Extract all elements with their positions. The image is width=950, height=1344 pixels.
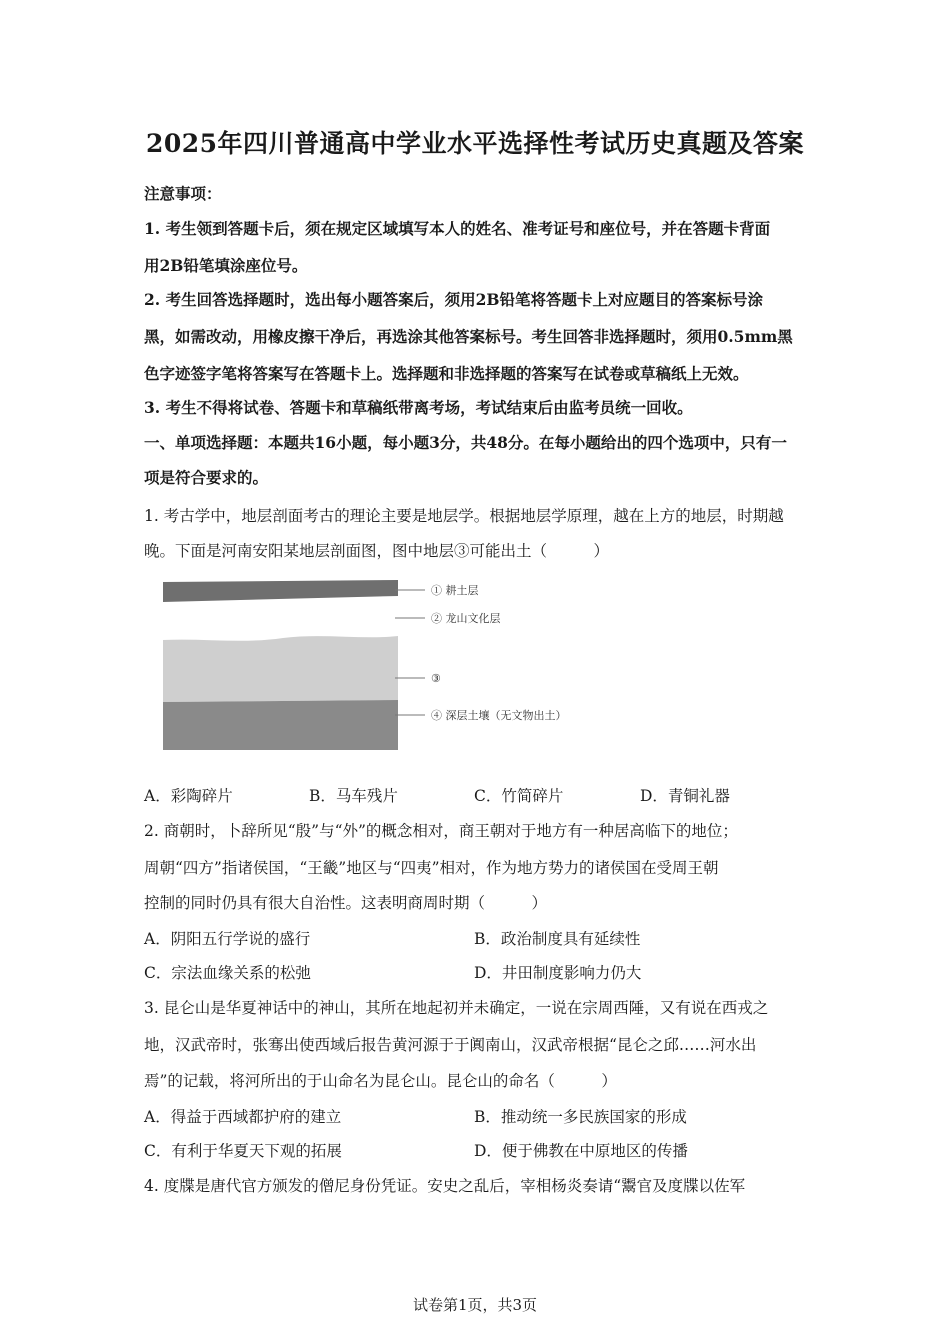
option-a: A．阴阳五行学说的盛行	[144, 930, 311, 948]
notice-line: 色字迹签字笔将答案写在答题卡上。选择题和非选择题的答案写在试卷或草稿纸上无效。	[144, 364, 749, 383]
option-b: B．政治制度具有延续性	[474, 930, 641, 948]
option-b: B．推动统一多民族国家的形成	[474, 1108, 687, 1126]
notice-heading: 注意事项：	[144, 184, 222, 203]
option-c: C．宗法血缘关系的松弛	[144, 964, 311, 982]
question-1-stem: 晚。下面是河南安阳某地层剖面图，图中地层③可能出土（ ）	[144, 542, 610, 560]
notice-line: 2. 考生回答选择题时，选出每小题答案后，须用2B铅笔将答题卡上对应题目的答案标号涂	[144, 290, 763, 309]
page-title: 2025年四川普通高中学业水平选择性考试历史真题及答案	[145, 129, 805, 158]
question-3-stem: 地，汉武帝时，张骞出使西域后报告黄河源于于阗南山，汉武帝根据“昆仑之邱……河水出	[144, 1036, 757, 1054]
notice-line: 用2B铅笔填涂座位号。	[144, 256, 308, 275]
option-c: C．竹简碎片	[474, 787, 564, 805]
layer-2-label: ② 龙山文化层	[431, 612, 501, 625]
question-3-stem: 焉”的记载，将河所出的于山命名为昆仑山。昆仑山的命名（ ）	[144, 1072, 617, 1090]
question-2-stem: 周朝“四方”指诸侯国，“王畿”地区与“四夷”相对，作为地方势力的诸侯国在受周王朝	[144, 859, 719, 877]
option-d: D．青铜礼器	[640, 787, 730, 805]
layer-1-label: ① 耕土层	[431, 584, 479, 597]
option-a: A．得益于西域都护府的建立	[144, 1108, 342, 1126]
option-a: A．彩陶碎片	[144, 787, 233, 805]
notice-line: 1. 考生领到答题卡后，须在规定区域填写本人的姓名、准考证号和座位号，并在答题卡背面	[144, 219, 771, 238]
section-heading-cont: 项是符合要求的。	[144, 468, 269, 487]
layer-4-label: ④ 深层土壤（无文物出土）	[431, 709, 567, 722]
notice-line: 3. 考生不得将试卷、答题卡和草稿纸带离考场，考试结束后由监考员统一回收。	[144, 398, 693, 417]
layer-4-deep-soil	[163, 700, 398, 750]
question-2-stem: 控制的同时仍具有很大自治性。这表明商周时期（ ）	[144, 894, 548, 912]
option-d: D．井田制度影响力仍大	[474, 964, 642, 982]
question-4-stem: 4. 度牒是唐代官方颁发的僧尼身份凭证。安史之乱后，宰相杨炎奏请“鬻官及度牒以佐军	[144, 1177, 746, 1195]
section-heading: 一、单项选择题：本题共16小题，每小题3分，共48分。在每小题给出的四个选项中，只有一	[144, 433, 787, 452]
question-3-stem: 3. 昆仑山是华夏神话中的神山，其所在地起初并未确定，一说在宗周西陲，又有说在西戎之	[144, 999, 769, 1017]
option-c: C．有利于华夏天下观的拓展	[144, 1142, 342, 1160]
option-d: D．便于佛教在中原地区的传播	[474, 1142, 688, 1160]
layer-3	[163, 636, 398, 702]
stratigraphic-section-figure	[163, 578, 593, 752]
option-b: B．马车残片	[309, 787, 398, 805]
question-1-stem: 1. 考古学中，地层剖面考古的理论主要是地层学。根据地层学原理，越在上方的地层，时期越	[144, 507, 784, 525]
layer-3-label: ③	[431, 672, 441, 685]
page-footer: 试卷第1页，共3页	[412, 1296, 538, 1314]
notice-line: 黑，如需改动，用橡皮擦干净后，再选涂其他答案标号。考生回答非选择题时，须用0.5mm黑	[144, 327, 793, 346]
question-2-stem: 2. 商朝时，卜辞所见“殷”与“外”的概念相对，商王朝对于地方有一种居高临下的地位；	[144, 822, 738, 840]
